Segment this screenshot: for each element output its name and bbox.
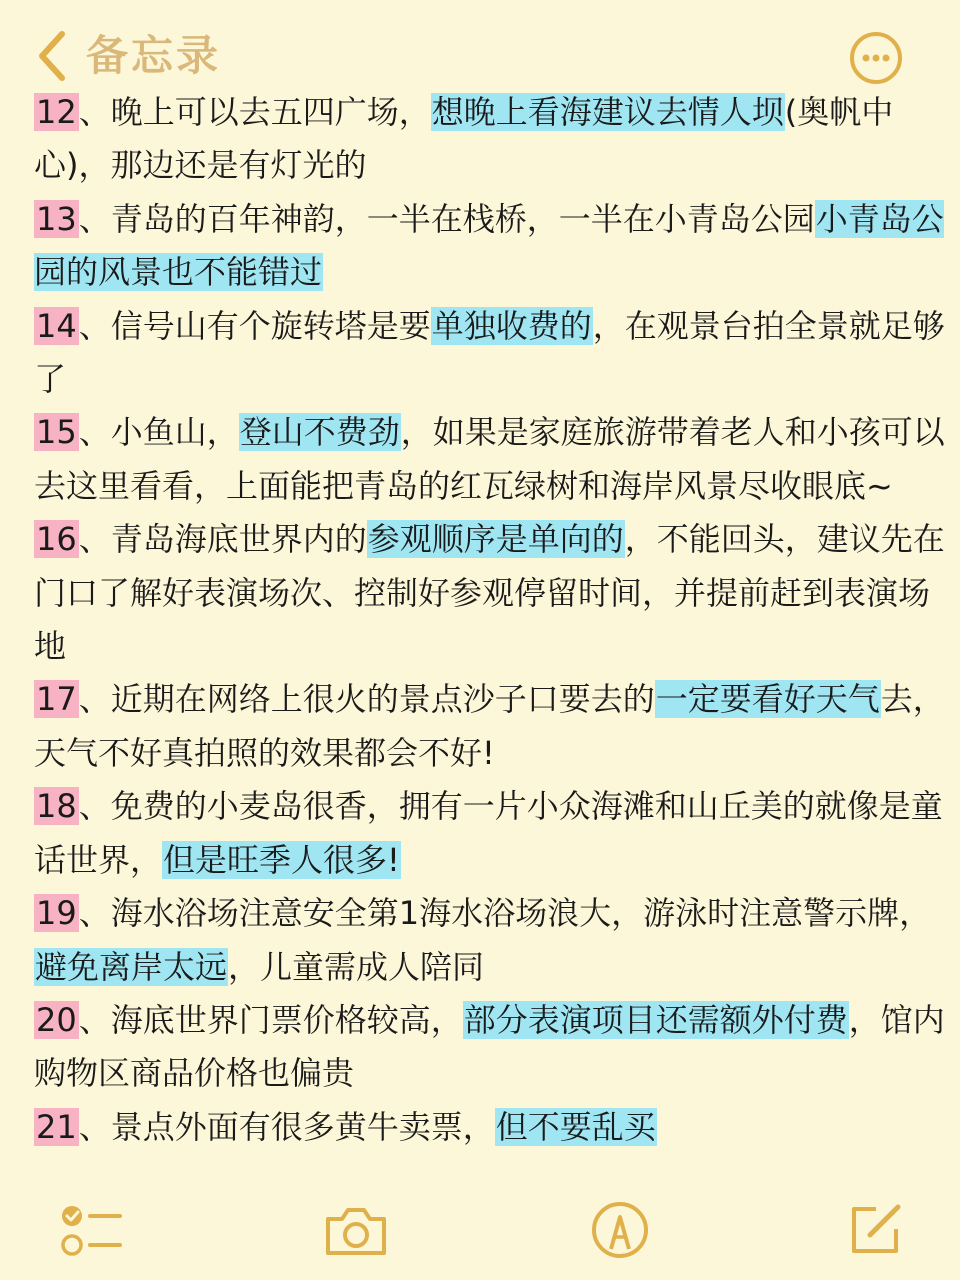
- item-text: 青岛的百年神韵，一半在栈桥，一半在小青岛公园: [110, 199, 815, 238]
- item-highlight: 小青岛公园的风景也不能错过: [34, 199, 944, 292]
- item-text-tail: ，儿童需成人陪同: [228, 947, 485, 986]
- item-text: 晚上可以去五四广场，: [110, 93, 431, 131]
- chevron-left-icon[interactable]: [28, 26, 78, 86]
- item-highlight: 但不要乱买: [495, 1107, 656, 1146]
- camera-icon[interactable]: [322, 1203, 390, 1259]
- item-separator: 、: [78, 306, 111, 345]
- item-text-tail: ，不能回头，建议先在门口了解好表演场次、控制好参观停留时间，并提前赶到表演场地: [34, 520, 945, 666]
- edit-icon[interactable]: [846, 1199, 906, 1259]
- item-number: 14: [36, 306, 77, 345]
- item-separator: 、: [78, 93, 111, 131]
- item-text: 景点外面有很多黄牛卖票，: [110, 1107, 495, 1146]
- item-text-tail: (奥帆中心)，那边还是有灯光的: [34, 93, 894, 185]
- note-item-14: [0, 300, 949, 407]
- page-title: 备忘录: [86, 31, 222, 80]
- item-number: 18: [36, 787, 77, 826]
- item-text: 海底世界门票价格较高，: [110, 1000, 463, 1039]
- item-number: 17: [36, 680, 77, 719]
- item-separator: 、: [78, 680, 111, 719]
- item-separator: 、: [78, 520, 111, 559]
- top-bar: [0, 0, 960, 92]
- item-number: 19: [36, 894, 77, 933]
- item-text-tail: ，如果是家庭旅游带着老人和小孩可以去这里看看，上面能把青岛的红瓦绿树和海岸风景尽收眼底~: [34, 413, 945, 505]
- note-item-16: [0, 513, 949, 673]
- item-highlight: 单独收费的: [431, 306, 592, 345]
- more-dots-icon[interactable]: [848, 30, 904, 86]
- note-item-18: [0, 780, 949, 887]
- item-separator: 、: [78, 787, 111, 826]
- item-number: 15: [36, 413, 77, 452]
- item-number: 21: [36, 1107, 77, 1146]
- item-highlight: 参观顺序是单向的: [367, 520, 624, 559]
- note-item-20: [0, 994, 949, 1101]
- item-highlight: 登山不费劲: [239, 413, 400, 452]
- item-number: 13: [36, 199, 77, 238]
- item-separator: 、: [78, 1107, 111, 1146]
- item-text: 近期在网络上很火的景点沙子口要去的: [110, 680, 655, 719]
- bottom-toolbar: [0, 1195, 960, 1280]
- item-separator: 、: [78, 1000, 111, 1039]
- item-text-tail: ，在观景台拍全景就足够了: [34, 306, 945, 399]
- item-text: 小鱼山，: [110, 413, 239, 452]
- item-text: 海水浴场注意安全第1海水浴场浪大，游泳时注意警示牌，: [110, 894, 932, 933]
- item-highlight: 但是旺季人很多!: [163, 840, 400, 879]
- item-number: 20: [36, 1000, 77, 1039]
- item-text: 青岛海底世界内的: [110, 520, 367, 559]
- note-item-15: [0, 406, 949, 513]
- item-highlight: 避免离岸太远: [35, 947, 228, 986]
- item-text: 免费的小麦岛很香，拥有一片小众海滩和山丘美的就像是童话世界，: [34, 787, 943, 879]
- checklist-icon[interactable]: [58, 1201, 124, 1261]
- note-item-13: [0, 193, 949, 300]
- item-text-tail: ，馆内购物区商品价格也偏贵: [34, 1000, 945, 1093]
- item-highlight: 部分表演项目还需额外付费: [463, 1000, 848, 1039]
- note-item-17: [0, 673, 949, 780]
- item-separator: 、: [78, 199, 111, 238]
- item-separator: 、: [78, 894, 111, 933]
- note-item-12: [0, 86, 949, 193]
- item-text: 信号山有个旋转塔是要: [110, 306, 431, 345]
- note-content: [0, 86, 960, 1154]
- note-item-19: [0, 887, 949, 994]
- item-separator: 、: [78, 413, 111, 452]
- item-number: 16: [36, 520, 77, 559]
- item-highlight: 想晚上看海建议去情人坝: [431, 93, 784, 131]
- item-text-tail: 去，天气不好真拍照的效果都会不好!: [34, 680, 945, 772]
- pen-icon[interactable]: [590, 1199, 650, 1261]
- item-highlight: 一定要看好天气: [655, 680, 880, 719]
- item-number: 12: [36, 93, 77, 131]
- note-item-21: [0, 1101, 949, 1154]
